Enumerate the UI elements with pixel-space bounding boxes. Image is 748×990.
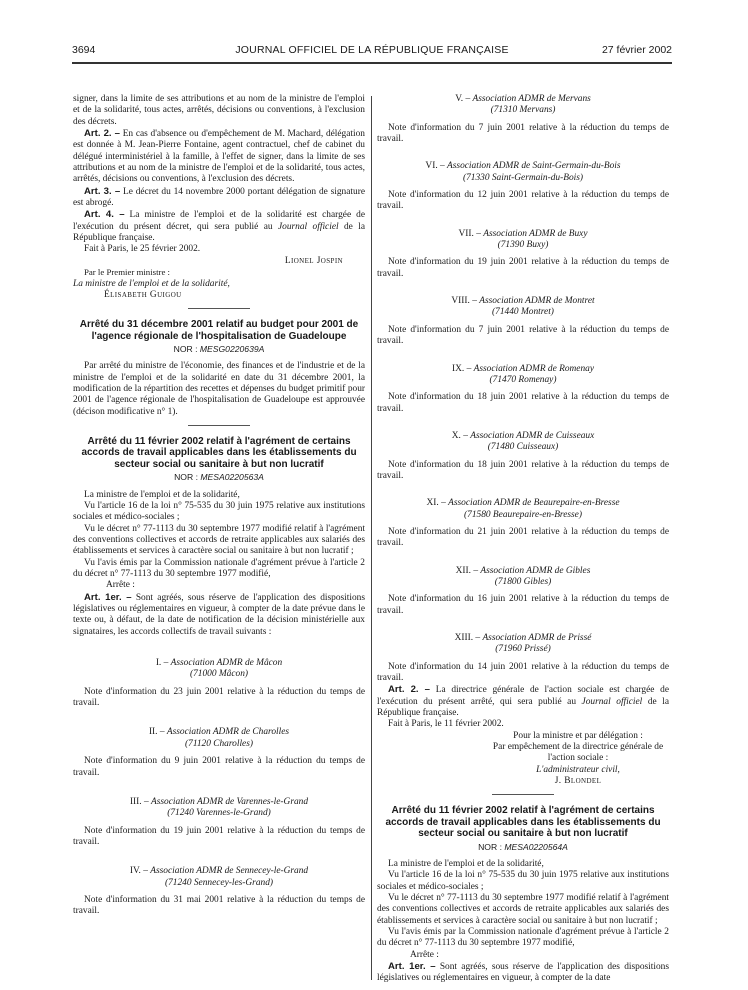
association-address: (71310 Mervans) [490, 105, 556, 116]
paragraph: Vu l'article 16 de la loi n° 75-535 du 30 juin 1975 relative aux institutions sociales et médico-sociales ; [377, 870, 669, 892]
minister-title: La ministre de l'emploi et de la solidarité, [73, 278, 230, 289]
article-1 [73, 592, 365, 638]
article-label: Art. 2. – [388, 684, 430, 696]
note: Note d'information du 19 juin 2001 relative à la réduction du temps de travail. [73, 825, 365, 847]
page-header [72, 44, 672, 60]
done-at: Fait à Paris, le 25 février 2002. [84, 244, 201, 255]
paragraph: La ministre de l'emploi et de la solidarité, [84, 489, 240, 500]
note: Note d'information du 7 juin 2001 relative à la réduction du temps de travail. [377, 122, 669, 145]
separator [492, 794, 554, 795]
separator [188, 308, 250, 309]
association-heading: XIII. – Association ADMR de Prissé [454, 633, 592, 643]
nor-reference: NOR : MESA0220563A [174, 472, 264, 483]
issue-date: 27 février 2002 [601, 44, 672, 56]
paragraph: Vu l'article 16 de la loi n° 75-535 du 30 juin 1975 relative aux institutions sociales et médico-sociales ; [73, 500, 365, 523]
association-address: (71440 Montret) [492, 307, 554, 318]
association-address: (71120 Charolles) [185, 738, 253, 749]
article-text: Sont agréés, sous réserve de l'application des dispositions législatives ou réglementaires en vigueur, à compter de la date [377, 962, 669, 984]
separator [188, 425, 250, 426]
paragraph: Vu l'avis émis par la Commission nationale d'agrément prévue à l'article 2 du décret n° 77-1113 du 30 septembre 1977 modifié, [377, 927, 669, 949]
association-heading: II. – Association ADMR de Charolles [148, 727, 290, 738]
association-address: (71960 Prissé) [495, 644, 551, 655]
signatory: Lionel Jospin [284, 255, 343, 266]
article-text: Sont agréés, sous réserve de l'application des dispositions législatives ou réglementaires en vigueur, à compter de la date prévue dans le texte ou, à défaut, de la date de notification de la décision ministérielle aux signataires, les accords collectifs de travail suivants : [73, 592, 365, 637]
signatory: J. Blondel [554, 776, 602, 787]
signature-block [377, 731, 669, 788]
association-heading: XI. – Association ADMR de Beaurepaire-en-Bresse [426, 498, 620, 509]
article-label: Art. 1er. – [388, 961, 436, 973]
association-address: (71800 Gibles) [494, 576, 552, 587]
association-heading: VIII. – Association ADMR de Montret [451, 296, 595, 307]
signatory: Élisabeth Guigou [104, 289, 182, 300]
article-text: Le décret du 14 novembre 2000 portant délégation de signature est abrogé. [73, 186, 365, 209]
done-at: Fait à Paris, le 11 février 2002. [388, 719, 504, 730]
association-heading: III. – Association ADMR de Varennes-le-Grand [129, 796, 309, 807]
association-heading: IX. – Association ADMR de Romenay [452, 363, 594, 374]
paragraph: signer, dans la limite de ses attributions et au nom de la ministre de l'emploi et de la solidarité, tous actes, arrêtés, décisions ou conventions, à l'exclusion des décrets. [73, 94, 365, 127]
paragraph: Vu le décret n° 77-1113 du 30 septembre 1977 modifié relatif à l'agrément des conventions collectives et accords de retraite applicables aux salariés des établissements et services à caractère social ou sanitaire à but non lucratif ; [73, 523, 365, 557]
association-address: (71330 Saint-Germain-du-Bois) [462, 172, 584, 183]
decree-title: Arrêté du 11 février 2002 relatif à l'agrément de certains accords de travail applicables dans les établissements du secteur social ou sanitaire à but non lucratif [81, 436, 357, 470]
article-text: En cas d'absence ou d'empêchement de M. Machard, délégation est donnée à M. Jean-Pierre Fontaine, agent contractuel, chef de cabinet du délégué interministériel à la famille, à l'effet de signer, dans la limite de ses attributions et au nom de la ministre de l'emploi et de la solidarité, tous actes, arrêtés, décisions ou conventions, à l'exclusion des décrets. [73, 129, 365, 185]
association-heading: V. – Association ADMR de Mervans [455, 94, 591, 104]
article-label: Art. 3. – [84, 185, 121, 197]
association-address: (71580 Beaurepaire-en-Bresse) [464, 509, 582, 520]
association-address: (71240 Varennes-le-Grand) [167, 808, 271, 819]
article-2 [73, 128, 365, 186]
decree-title: Arrêté du 11 février 2002 relatif à l'agrément de certains accords de travail applicables dans les établissements du secteur social ou sanitaire à but non lucratif [385, 805, 661, 840]
journal-ref: Journal officiel [581, 696, 643, 707]
paragraph: La ministre de l'emploi et de la solidarité, [388, 859, 544, 870]
association-heading: I. – Association ADMR de Mâcon [155, 658, 283, 669]
nor-reference: NOR : MESG0220639A [173, 344, 265, 354]
note: Note d'information du 9 juin 2001 relative à la réduction du temps de travail. [73, 756, 365, 778]
note: Note d'information du 31 mai 2001 relative à la réduction du temps de travail. [73, 894, 365, 917]
article-2 [377, 684, 669, 719]
association-address: (71390 Buxy) [497, 240, 549, 251]
paragraph: Vu le décret n° 77-1113 du 30 septembre 1977 modifié relatif à l'agrément des conventions collectives et accords de retraite applicables aux salariés des établissements et services à caractère social ou sanitaire à but non lucratif ; [377, 893, 669, 926]
note: Note d'information du 18 juin 2001 relative à la réduction du temps de travail. [377, 459, 669, 481]
association-heading: X. – Association ADMR de Cuisseaux [451, 430, 595, 441]
article-label: Art. 2. – [84, 128, 120, 140]
association-heading: VII. – Association ADMR de Buxy [458, 228, 588, 239]
decree-title: Arrêté du 31 décembre 2001 relatif au budget pour 2001 de l'agence régionale de l'hospitalisation de Guadeloupe [79, 319, 359, 342]
column-divider [371, 96, 372, 980]
journal-ref: Journal officiel [277, 221, 339, 232]
note: Note d'information du 7 juin 2001 relative à la réduction du temps de travail. [377, 324, 669, 347]
signature-line: L'administrateur civil, [536, 764, 620, 775]
article-1 [377, 961, 669, 985]
article-label: Art. 1er. – [84, 591, 132, 603]
note: Note d'information du 18 juin 2001 relative à la réduction du temps de travail. [377, 392, 669, 414]
association-address: (71240 Sennecey-les-Grand) [164, 877, 274, 888]
right-column [377, 94, 669, 985]
article-4 [73, 209, 365, 244]
journal-title: JOURNAL OFFICIEL DE LA RÉPUBLIQUE FRANÇAISE [235, 44, 509, 56]
signature-line: Par empêchement de la directrice générale de l'action sociale : [492, 742, 664, 764]
association-address: (71470 Romenay) [489, 374, 557, 385]
association-heading: VI. – Association ADMR de Saint-Germain-du-Bois [425, 161, 621, 172]
note: Note d'information du 19 juin 2001 relative à la réduction du temps de travail. [377, 257, 669, 279]
note: Note d'information du 23 juin 2001 relative à la réduction du temps de travail. [73, 686, 365, 709]
association-heading: XII. – Association ADMR de Gibles [455, 565, 591, 576]
association-address: (71480 Cuisseaux) [487, 442, 559, 453]
paragraph: Par arrêté du ministre de l'économie, des finances et de l'industrie et de la ministre de l'emploi et de la solidarité en date du 31 décembre 2001, la modification de la répartition des recettes et dépenses du budget primitif pour 2001 de l'agence régionale de l'hospitalisation de Guadeloupe est approuvée (décison modificative n° 1). [73, 361, 365, 417]
by-pm: Par le Premier ministre : [84, 267, 170, 278]
signature-line: Pour la ministre et par délégation : [513, 730, 643, 741]
header-rule [72, 62, 672, 64]
nor-reference: NOR : MESA0220564A [478, 841, 568, 852]
article-text: La ministre de l'emploi et de la solidarité est chargée de l'exécution du présent décret, qui sera publié au [73, 210, 365, 232]
article-text: La directrice générale de l'action sociale est chargée de l'exécution du présent arrêté, qui sera publié au [377, 685, 669, 707]
note: Note d'information du 14 juin 2001 relative à la réduction du temps de travail. [377, 661, 669, 684]
note: Note d'information du 12 juin 2001 relative à la réduction du temps de travail. [377, 190, 669, 212]
article-3 [73, 186, 365, 210]
paragraph: Vu l'avis émis par la Commission nationale d'agrément prévue à l'article 2 du décret n° 77-1113 du 30 septembre 1977 modifié, [73, 557, 365, 580]
article-text: de la République française. [377, 696, 669, 719]
left-column [73, 94, 365, 918]
article-label: Art. 4. – [84, 209, 125, 221]
note: Note d'information du 21 juin 2001 relative à la réduction du temps de travail. [377, 526, 669, 549]
article-text: de la République française. [73, 221, 366, 244]
page-number: 3694 [72, 44, 96, 56]
association-address: (71000 Mâcon) [189, 669, 249, 680]
association-heading: IV. – Association ADMR de Sennecey-le-Grand [129, 866, 309, 877]
note: Note d'information du 16 juin 2001 relative à la réduction du temps de travail. [377, 594, 669, 616]
arrete: Arrête : [410, 949, 439, 960]
arrete: Arrête : [106, 580, 135, 591]
